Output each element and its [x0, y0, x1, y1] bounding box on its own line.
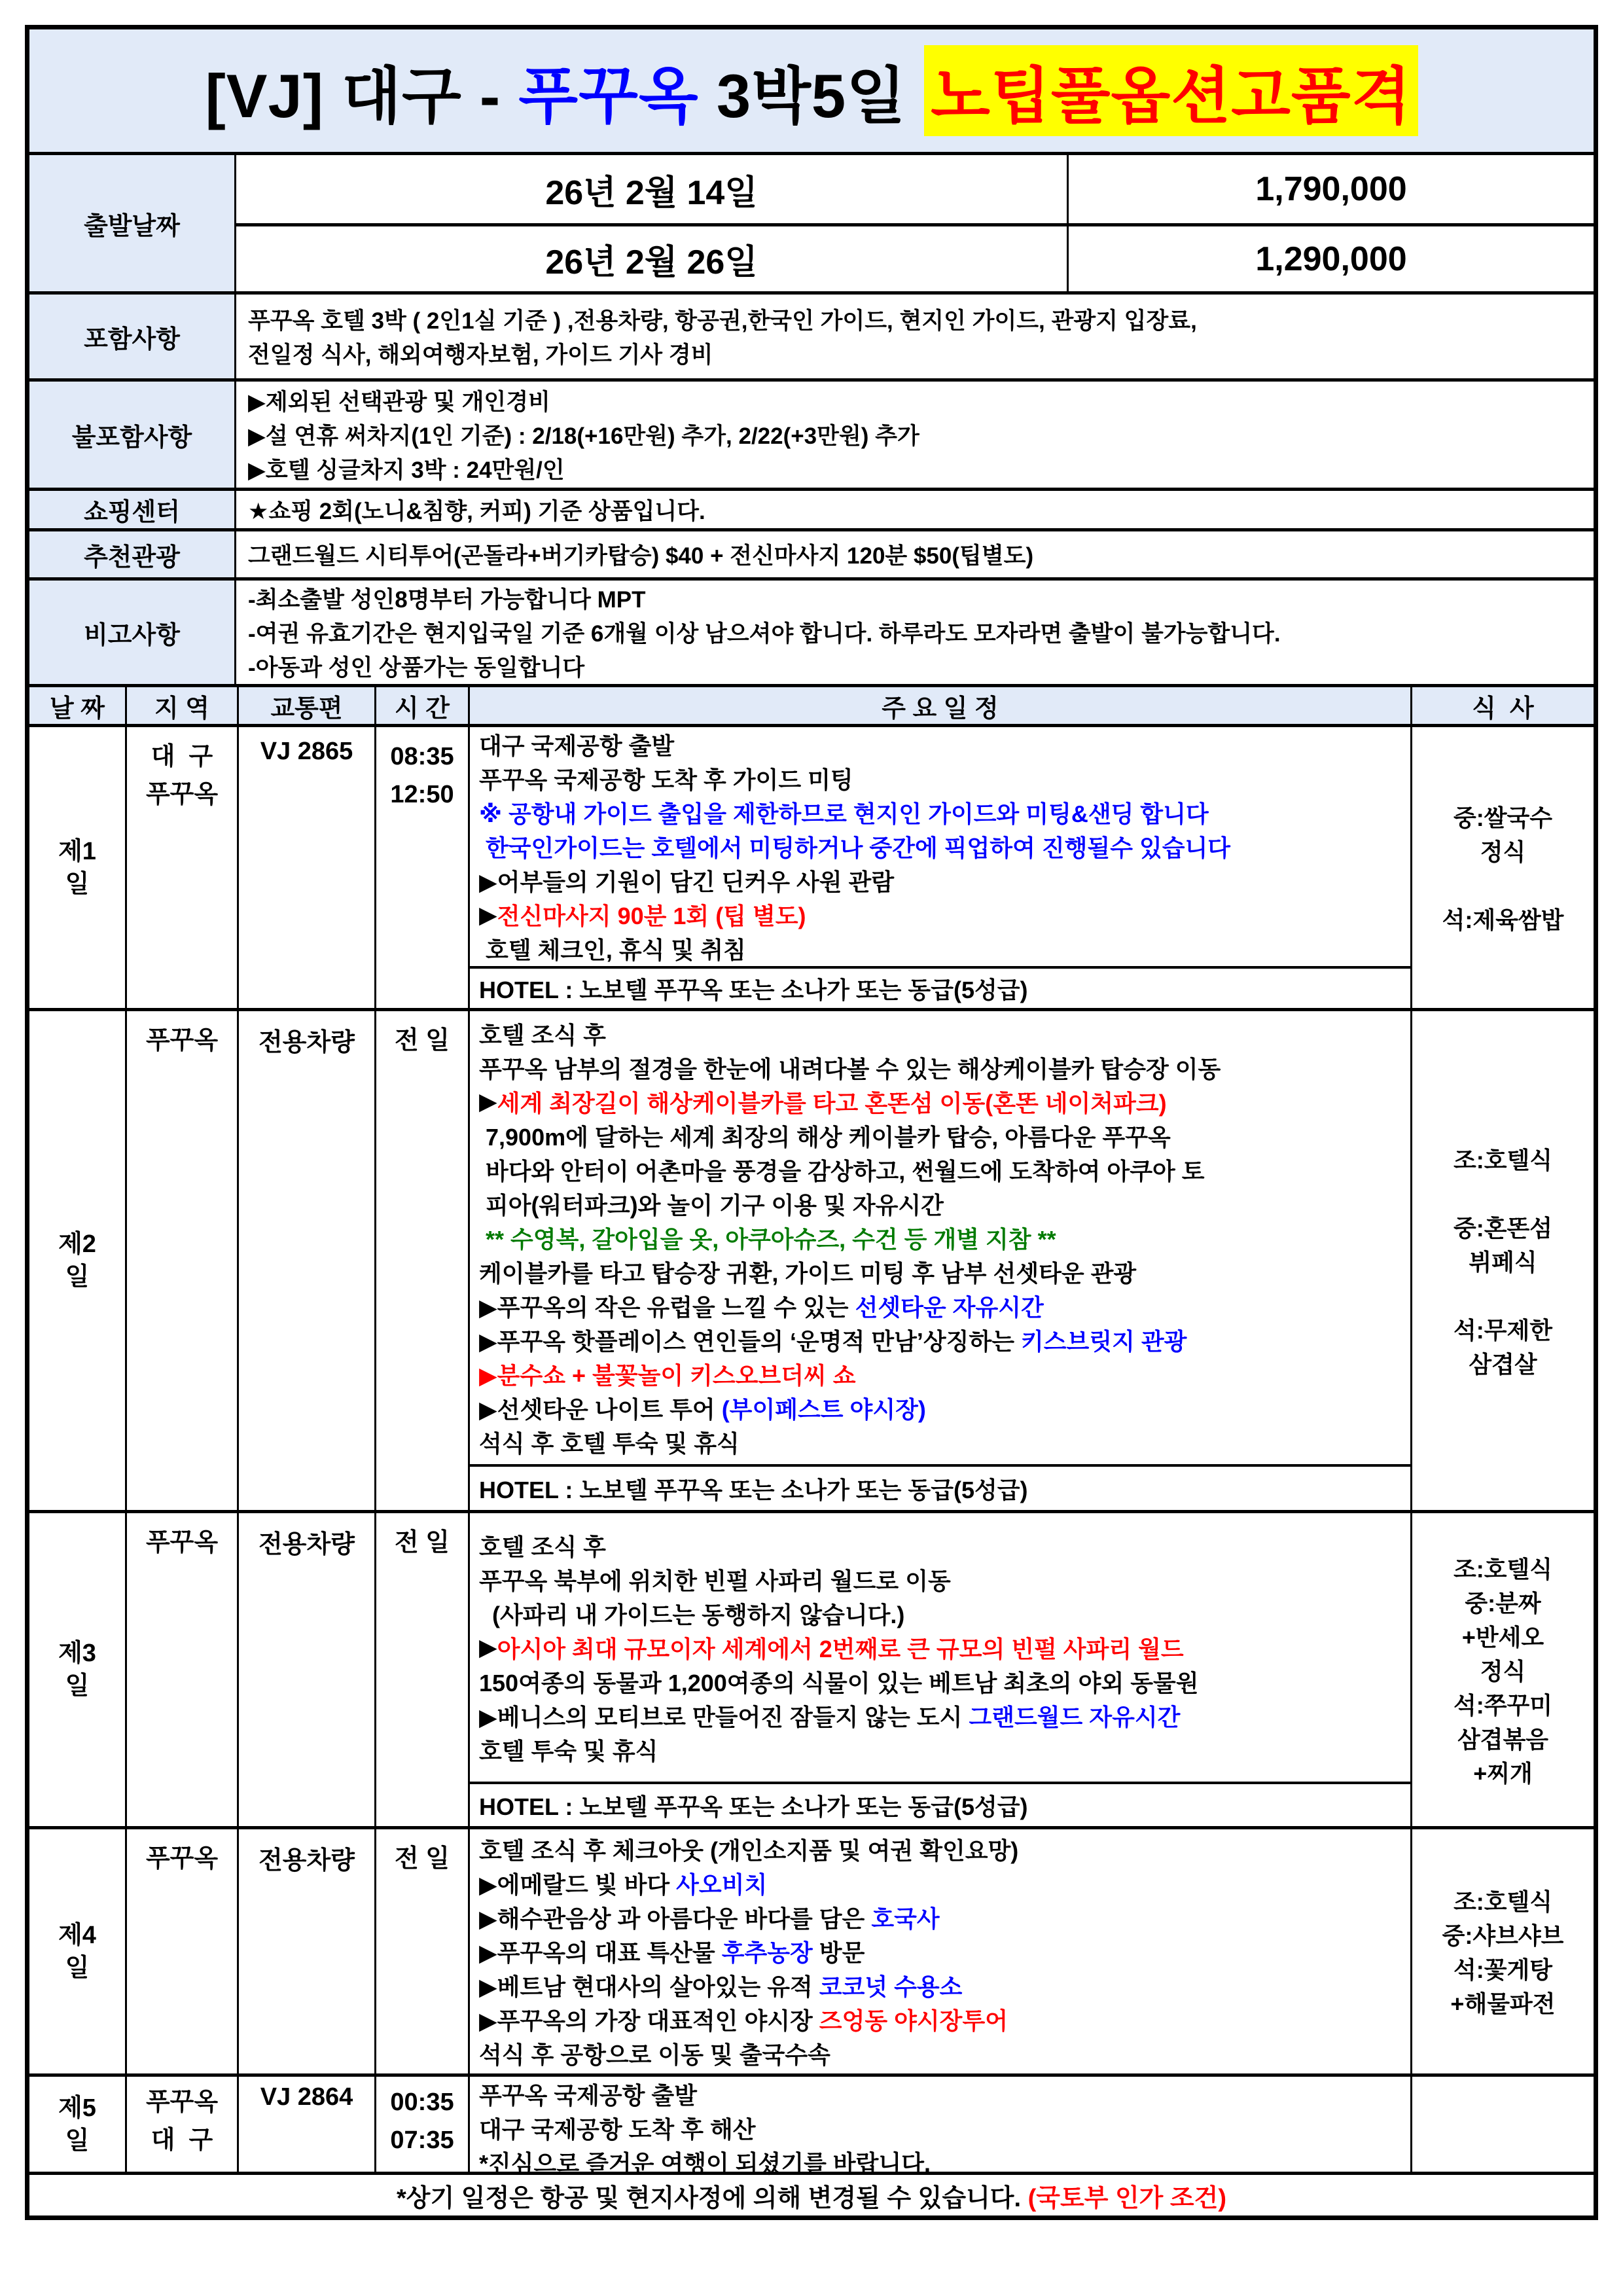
text-line: 정식 [1480, 1657, 1526, 1685]
schedule-day-row-5 [29, 2073, 1594, 2177]
text-line: ▶ 세계 최장길이 해상케이블카를 타고 혼똔섬 이동(혼똔 네이처파크) [479, 1088, 1167, 1117]
text-line: 석:무제한 [1453, 1316, 1553, 1344]
text-line: 호텔 투숙 및 휴식 [479, 1737, 658, 1765]
text-line: 석식 후 공항으로 이동 및 출국수속 [479, 2041, 830, 2068]
text-line: 일 [65, 1672, 90, 1700]
text-line: *진심으로 즐거운 여행이 되셨기를 바랍니다. [479, 2149, 931, 2177]
footer-note-red: (국토부 인가 조건) [1027, 2184, 1227, 2212]
departure-rows [236, 155, 1594, 291]
day-number [29, 1011, 127, 1510]
departure-row [236, 155, 1594, 223]
text-line: 호텔 조식 후 [479, 1533, 606, 1560]
title-prefix: [VJ] 대구 - [205, 62, 519, 130]
day-transport: 전용차량 [239, 1513, 376, 1826]
text-line: ▶푸꾸옥의 대표 특산물 후추농장 방문 [479, 1939, 865, 1966]
text-line: 푸꾸옥 [145, 1529, 219, 1556]
text-line: 푸꾸옥 국제공항 도착 후 가이드 미팅 [479, 766, 853, 793]
text-line: ▶에메랄드 빛 바다 사오비치 [479, 1871, 768, 1898]
text-line: 푸꾸옥 국제공항 출발 [479, 2081, 697, 2109]
schedule-header-row [29, 684, 1594, 724]
schedule-day-row-2 [29, 1008, 1594, 1510]
itinerary-lines [470, 727, 1410, 966]
day-time [376, 2077, 470, 2172]
text-line: 일 [65, 2126, 90, 2155]
text-line: 08:35 [390, 743, 454, 770]
text-line: 조:호텔식 [1453, 1555, 1553, 1583]
text-line: 석:쭈꾸미 [1453, 1691, 1553, 1719]
title-duration: 3박5일 [698, 62, 925, 130]
header-transport: 교통편 [239, 687, 376, 724]
text-line: 대 구 [151, 2126, 213, 2154]
text-line: ▶호텔 싱글차지 3박 : 24만원/인 [248, 457, 565, 483]
text-line: 석식 후 호텔 투숙 및 휴식 [479, 1429, 740, 1457]
text-line: 케이블카를 타고 탑승장 귀환, 가이드 미팅 후 남부 선셋타운 관광 [479, 1259, 1137, 1287]
text-line: 제2 [58, 1230, 96, 1258]
text-line: 푸꾸옥 [145, 1845, 219, 1873]
text-line: +찌개 [1473, 1759, 1533, 1787]
departure-row [236, 223, 1594, 291]
text-line: ★쇼핑 2회(노니&침향, 커피) 기준 상품입니다. [248, 498, 705, 524]
day-time [376, 1829, 470, 2073]
departure-price: 1,790,000 [1255, 170, 1407, 208]
text-line: 07:35 [390, 2126, 454, 2154]
recommended-content [236, 531, 1594, 577]
text-line: 정식 [1480, 838, 1526, 865]
remarks-section [29, 577, 1594, 684]
shopping-section [29, 488, 1594, 528]
text-line: 푸꾸옥 남부의 절경을 한눈에 내려다볼 수 있는 해상케이블카 탑승장 이동 [479, 1055, 1221, 1083]
itinerary-document [25, 25, 1598, 2220]
day-meals [1412, 1829, 1594, 2073]
remarks-label: 비고사항 [29, 581, 236, 684]
text-line: 중:쌀국수 [1453, 804, 1553, 831]
text-line: 제5 [58, 2094, 96, 2122]
text-line: 전 일 [395, 1027, 450, 1054]
day-number [29, 2077, 127, 2172]
text-line: 일 [65, 1263, 90, 1291]
text-line: 호텔 조식 후 체크아웃 (개인소지품 및 여권 확인요망) [479, 1837, 1019, 1864]
remarks-content [236, 581, 1594, 684]
recommended-section [29, 528, 1594, 577]
excluded-section [29, 378, 1594, 488]
day-number [29, 1513, 127, 1826]
text-line: ▶푸꾸옥 핫플레이스 연인들의 ‘운명적 만남’상징하는 키스브릿지 관광 [479, 1327, 1187, 1355]
day-meals [1412, 1513, 1594, 1826]
day-itinerary [470, 2077, 1412, 2177]
text-line: ▶제외된 선택관광 및 개인경비 [248, 389, 550, 415]
recommended-label: 추천관광 [29, 531, 236, 577]
text-line: 00:35 [390, 2089, 454, 2116]
text-line: 일 [65, 870, 90, 898]
hotel-info: HOTEL : 노보텔 푸꾸옥 또는 소나가 또는 동급(5성급) [470, 966, 1410, 1008]
hotel-info: HOTEL : 노보텔 푸꾸옥 또는 소나가 또는 동급(5성급) [470, 1464, 1410, 1510]
text-line: 삼겹볶음 [1457, 1725, 1549, 1753]
text-line: 푸꾸옥 [145, 1027, 219, 1054]
text-line: 피아(워터파크)와 놀이 기구 이용 및 자유시간 [479, 1191, 944, 1219]
text-line: 조:호텔식 [1453, 1146, 1553, 1174]
day-region [127, 2077, 239, 2172]
text-line: 일 [65, 1954, 90, 1982]
text-line: 전 일 [395, 1529, 450, 1556]
shopping-label: 쇼핑센터 [29, 491, 236, 528]
text-line: 제4 [58, 1921, 96, 1949]
day-itinerary [470, 1829, 1412, 2073]
text-line: -여권 유효기간은 현지입국일 기준 6개월 이상 남으셔야 합니다. 하루라도 모자라면 출발이 불가능합니다. [248, 621, 1281, 647]
text-line [1499, 1175, 1506, 1210]
text-line: ▶해수관음상 과 아름다운 바다를 담은 호국사 [479, 1905, 940, 1932]
title-destination: 푸꾸옥 [518, 62, 699, 130]
text-line: 그랜드월드 시티투어(곤돌라+버기카탑승) $40 + 전신마사지 120분 $50(팁별도) [248, 543, 1034, 569]
text-line: ▶분수쇼 + 불꽃놀이 키스오브더씨 쇼 [479, 1361, 856, 1389]
text-line: 푸꾸옥 북부에 위치한 빈펄 사파리 월드로 이동 [479, 1567, 951, 1594]
day-transport: VJ 2864 [239, 2077, 376, 2172]
day-region [127, 1513, 239, 1826]
text-line: 12:50 [390, 781, 454, 808]
itinerary-lines [470, 1011, 1410, 1464]
departure-section [29, 152, 1594, 291]
itinerary-lines [470, 2077, 1410, 2179]
day-meals [1412, 2077, 1594, 2172]
text-line: 중:샤브샤브 [1442, 1922, 1564, 1949]
schedule-day-row-4 [29, 1826, 1594, 2073]
day-time [376, 727, 470, 1008]
text-line: (사파리 내 가이드는 동행하지 않습니다.) [479, 1601, 905, 1628]
text-line: 전일정 식사, 해외여행자보험, 가이드 기사 경비 [248, 342, 713, 368]
header-region: 지 역 [127, 687, 239, 724]
departure-date: 26년 2월 14일 [236, 155, 1069, 223]
day-meals [1412, 1011, 1594, 1510]
day-itinerary [470, 1011, 1412, 1510]
included-label: 포함사항 [29, 295, 236, 378]
day-number [29, 1829, 127, 2073]
text-line: +해물파전 [1450, 1990, 1556, 2017]
text-line: 7,900m에 달하는 세계 최장의 해상 케이블카 탑승, 아름다운 푸꾸옥 [479, 1123, 1171, 1151]
text-line: ▶설 연휴 써차지(1인 기준) : 2/18(+16만원) 추가, 2/22(+3만원) 추가 [248, 423, 919, 449]
text-line: 제1 [58, 837, 96, 865]
header-itinerary: 주 요 일 정 [470, 687, 1412, 724]
text-line: ▶베니스의 모티브로 만들어진 잠들지 않는 도시 그랜드월드 자유시간 [479, 1703, 1181, 1731]
page-title [29, 29, 1594, 152]
text-line: ※ 공항내 가이드 출입을 제한하므로 현지인 가이드와 미팅&샌딩 합니다 [479, 800, 1209, 827]
day-transport: 전용차량 [239, 1011, 376, 1510]
text-line: 석:꽃게탕 [1453, 1956, 1553, 1983]
day-region [127, 727, 239, 1008]
text-line: 한국인가이드는 호텔에서 미팅하거나 중간에 픽업하여 진행될수 있습니다 [479, 834, 1231, 861]
header-date: 날 짜 [29, 687, 127, 724]
text-line: ▶ 아시아 최대 규모이자 세계에서 2번째로 큰 규모의 빈펄 사파리 월드 [479, 1634, 1184, 1662]
itinerary-lines [470, 1513, 1410, 1782]
day-time [376, 1513, 470, 1826]
excluded-label: 불포함사항 [29, 382, 236, 488]
itinerary-lines [470, 1829, 1410, 2073]
included-content [236, 295, 1594, 378]
title-badge: 노팁풀옵션고품격 [924, 45, 1418, 136]
text-line: 제3 [58, 1640, 96, 1667]
shopping-content [236, 491, 1594, 528]
text-line: 대구 국제공항 도착 후 해산 [479, 2115, 756, 2143]
text-line: ▶푸꾸옥의 작은 유럽을 느낄 수 있는 선셋타운 자유시간 [479, 1293, 1044, 1321]
text-line: 호텔 조식 후 [479, 1021, 606, 1049]
included-section [29, 291, 1594, 378]
day-time [376, 1011, 470, 1510]
text-line: 푸꾸옥 [145, 781, 219, 808]
text-line: 조:호텔식 [1453, 1888, 1553, 1915]
text-line [1499, 868, 1506, 902]
day-itinerary [470, 1513, 1412, 1826]
departure-date: 26년 2월 26일 [236, 226, 1069, 291]
text-line: 대구 국제공항 출발 [479, 732, 675, 759]
text-line: +반세오 [1461, 1623, 1544, 1651]
text-line: ** 수영복, 갈아입을 옷, 아쿠아슈즈, 수건 등 개별 지참 ** [479, 1225, 1056, 1253]
day-transport: 전용차량 [239, 1829, 376, 2073]
footer-note-black: *상기 일정은 항공 및 현지사정에 의해 변경될 수 있습니다. [396, 2184, 1028, 2212]
text-line: -아동과 성인 상품가는 동일합니다 [248, 655, 585, 681]
text-line: 대 구 [151, 743, 213, 770]
day-meals [1412, 727, 1594, 1008]
day-itinerary [470, 727, 1412, 1008]
departure-price: 1,290,000 [1255, 240, 1407, 278]
text-line: ▶푸꾸옥의 가장 대표적인 야시장 즈엉동 야시장투어 [479, 2007, 1008, 2034]
hotel-info: HOTEL : 노보텔 푸꾸옥 또는 소나가 또는 동급(5성급) [470, 1782, 1410, 1826]
day-region [127, 1011, 239, 1510]
text-line: -최소출발 성인8명부터 가능합니다 MPT [248, 587, 646, 613]
text-line: 삼겹살 [1469, 1350, 1537, 1378]
text-line: 호텔 체크인, 휴식 및 취침 [479, 937, 746, 963]
schedule-day-row-1 [29, 724, 1594, 1008]
day-region [127, 1829, 239, 2073]
text-line: ▶베트남 현대사의 살아있는 유적 코코넛 수용소 [479, 1973, 963, 2000]
text-line: 150여종의 동물과 1,200여종의 식물이 있는 베트남 최초의 야외 동물원 [479, 1669, 1199, 1696]
text-line: 전 일 [395, 1845, 450, 1873]
text-line: ▶어부들의 기원이 담긴 딘커우 사원 관람 [479, 869, 895, 895]
excluded-content [236, 382, 1594, 488]
text-line: ▶선셋타운 나이트 투어 (부이페스트 야시장) [479, 1395, 926, 1423]
text-line: 중:혼똔섬 [1453, 1214, 1553, 1242]
header-meals: 식 사 [1472, 694, 1534, 723]
departure-label: 출발날짜 [29, 155, 236, 291]
text-line: 석:제육쌈밥 [1442, 906, 1564, 933]
text-line: ▶ 전신마사지 90분 1회 (팁 별도) [479, 901, 806, 929]
text-line: 푸꾸옥 호텔 3박 ( 2인1실 기준 ) ,전용차량, 항공권,한국인 가이드, 현지인 가이드, 관광지 입장료, [248, 308, 1197, 334]
day-number [29, 727, 127, 1008]
header-time: 시 간 [376, 687, 470, 724]
text-line: 중:분짜 [1465, 1589, 1541, 1617]
text-line [1499, 1278, 1506, 1312]
schedule-day-row-3 [29, 1510, 1594, 1826]
text-line: 바다와 안터이 어촌마을 풍경을 감상하고, 썬월드에 도착하여 아쿠아 토 [479, 1157, 1205, 1185]
text-line: 푸꾸옥 [145, 2089, 219, 2116]
day-transport: VJ 2865 [239, 727, 376, 1008]
text-line: 뷔페식 [1469, 1248, 1537, 1276]
